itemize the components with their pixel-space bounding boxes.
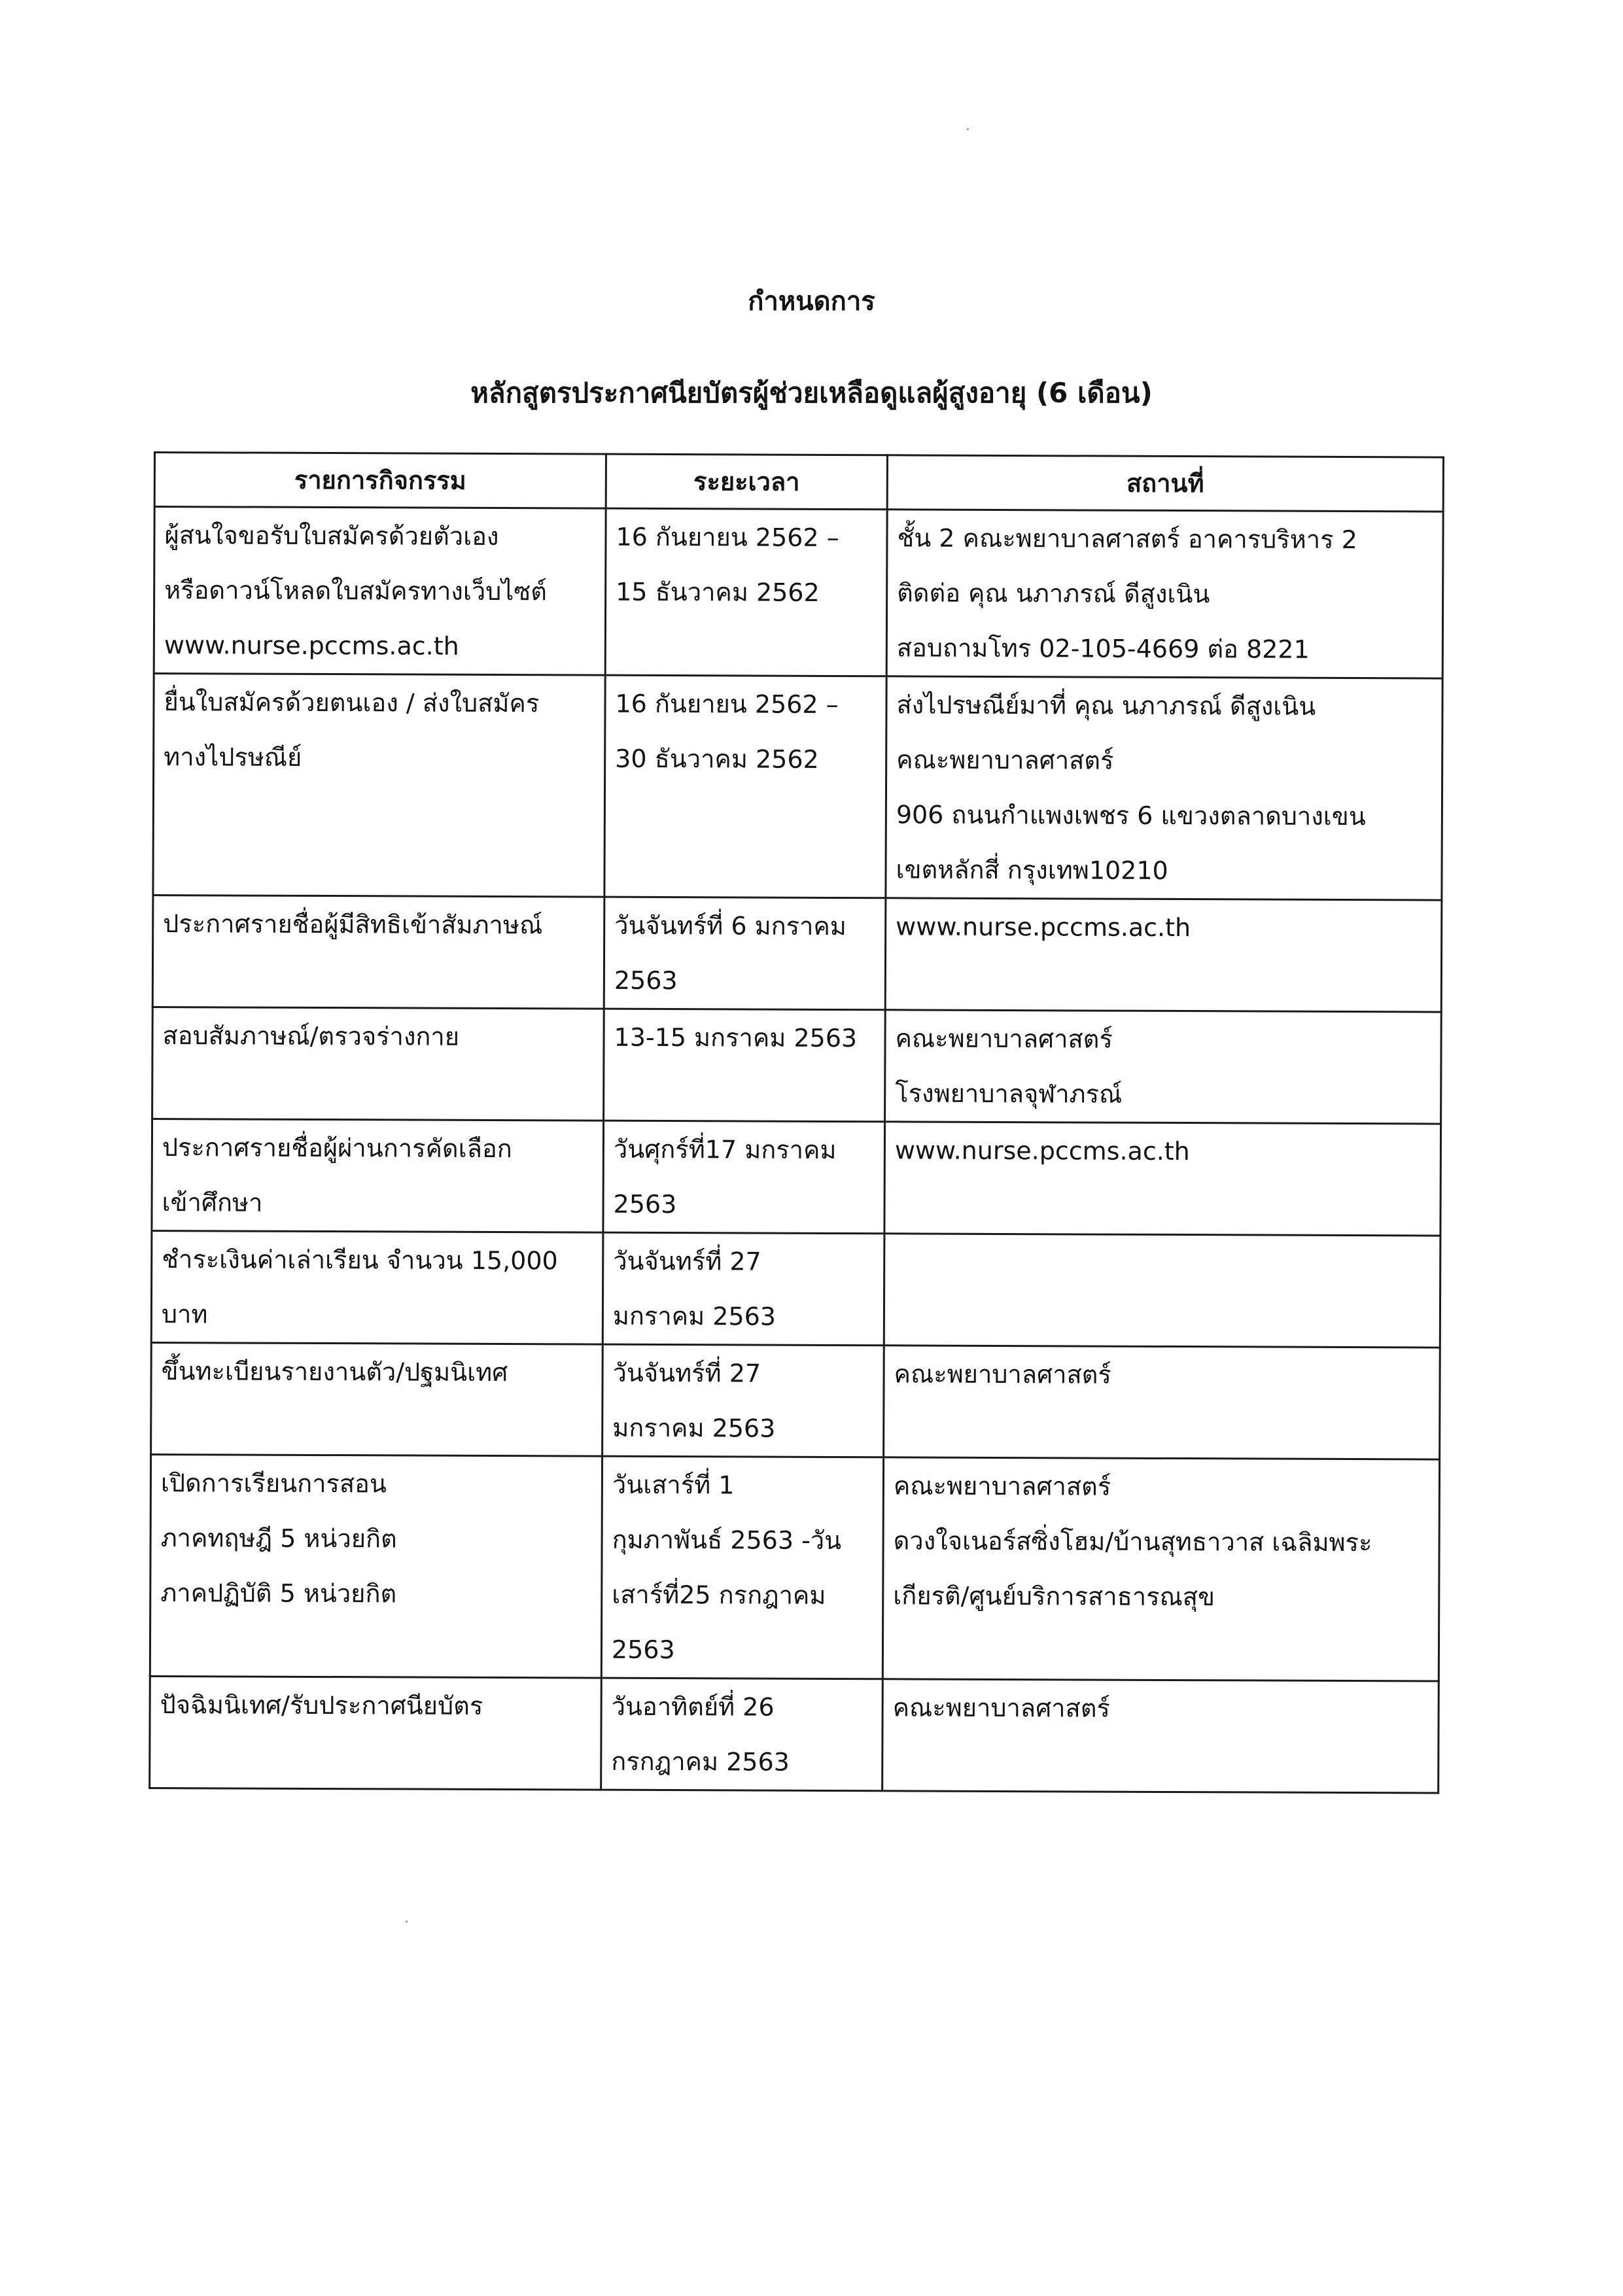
period-text-line: 30 ธันวาคม 2562: [615, 744, 819, 774]
activity-text-line: ขึ้นทะเบียนรายงานตัว/ปฐมนิเทศ: [161, 1357, 508, 1387]
activity-cell: [152, 1007, 604, 1121]
period-text-line: วันเสาร์ที่ 1: [612, 1470, 735, 1500]
period-text-line: 13-15 มกราคม 2563: [614, 1022, 858, 1053]
place-text-line: เขตหลักสี่ กรุงเทพ10210: [896, 855, 1168, 885]
period-cell: [603, 1121, 885, 1234]
place-text-line: คณะพยาบาลศาสตร์: [892, 1693, 1110, 1723]
activity-text-line: หรือดาวน์โหลดใบสมัครทางเว็บไซต์: [164, 576, 548, 606]
place-cell: [886, 676, 1442, 900]
table-row: [153, 674, 1442, 901]
place-text-line: เกียรติ/ศูนย์บริการสาธารณสุข: [893, 1581, 1215, 1612]
period-text-line: วันจันทร์ที่ 6 มกราคม: [614, 911, 846, 941]
activity-cell: [151, 1342, 603, 1456]
place-text-line: คณะพยาบาลศาสตร์: [893, 1471, 1111, 1501]
activity-text-line: ประกาศรายชื่อผู้ผ่านการคัดเลือก: [162, 1133, 512, 1164]
place-text-line: คณะพยาบาลศาสตร์: [894, 1359, 1111, 1389]
period-cell: [601, 1678, 883, 1791]
period-text-line: วันอาทิตย์ที่ 26: [611, 1692, 775, 1722]
activity-cell: [154, 507, 606, 676]
table-row: [152, 1007, 1442, 1124]
activity-text-line: ภาคทฤษฎี 5 หน่วยกิต: [160, 1523, 397, 1554]
activity-cell: [150, 1454, 602, 1678]
activity-cell: [150, 1676, 602, 1790]
period-text-line: 2563: [614, 965, 678, 996]
activity-cell: [152, 896, 604, 1009]
activity-cell: [153, 674, 605, 897]
place-text-line: ดวงใจเนอร์สซิ่งโฮม/บ้านสุทธาวาส เฉลิมพระ: [893, 1526, 1372, 1557]
period-cell: [604, 675, 886, 898]
place-text-line: ส่งไปรษณีย์มาที่ คุณ นภาภรณ์ ดีสูงเนิน: [896, 690, 1316, 721]
schedule-table: [148, 451, 1444, 1794]
schedule-body: [150, 507, 1444, 1794]
period-cell: [604, 897, 886, 1010]
activity-text-line: บาท: [161, 1300, 208, 1329]
period-text-line: มกราคม 2563: [612, 1413, 776, 1443]
place-text-line: สอบถามโทร 02-105-4669 ต่อ 8221: [896, 633, 1310, 664]
place-text-line: www.nurse.pccms.ac.th: [894, 1136, 1190, 1166]
place-cell: [884, 1346, 1440, 1459]
period-cell: [602, 1344, 884, 1457]
period-cell: [601, 1456, 883, 1679]
place-cell: [882, 1457, 1439, 1681]
table-row: [151, 1230, 1440, 1348]
place-cell: [885, 898, 1442, 1012]
place-text-line: ชั้น 2 คณะพยาบาลศาสตร์ อาคารบริหาร 2: [897, 523, 1357, 555]
period-text-line: 2563: [613, 1189, 677, 1219]
period-text-line: วันศุกร์ที่17 มกราคม: [613, 1134, 837, 1165]
activity-text-line: ภาคปฏิบัติ 5 หน่วยกิต: [160, 1578, 397, 1609]
table-header-row: [154, 453, 1443, 512]
place-cell: [885, 1010, 1442, 1124]
period-text-line: กรกฎาคม 2563: [611, 1747, 790, 1777]
table-row: [150, 1676, 1439, 1793]
place-text-line: คณะพยาบาลศาสตร์: [896, 745, 1114, 775]
period-text-line: 2563: [611, 1635, 675, 1665]
period-text-line: กุมภาพันธ์ 2563 -วัน: [612, 1525, 842, 1556]
place-text-line: คณะพยาบาลศาสตร์: [895, 1024, 1113, 1054]
table-row: [152, 1119, 1441, 1236]
period-text-line: 16 กันยายน 2562 –: [616, 522, 839, 553]
period-text-line: วันจันทร์ที่ 27: [613, 1246, 761, 1276]
header-place: สถานที่: [887, 455, 1443, 512]
place-cell: [886, 510, 1443, 678]
activity-text-line: ประกาศรายชื่อผู้มีสิทธิเข้าสัมภาษณ์: [163, 909, 543, 940]
activity-text-line: สอบสัมภาษณ์/ตรวจร่างกาย: [162, 1021, 460, 1051]
place-cell: [884, 1234, 1440, 1348]
period-cell: [602, 1232, 884, 1346]
place-text-line: 906 ถนนกำแพงเพชร 6 แขวงตลาดบางเขน: [896, 800, 1366, 831]
activity-cell: [152, 1119, 604, 1232]
period-cell: [604, 1009, 886, 1122]
table-row: [151, 1342, 1440, 1459]
place-text-line: โรงพยาบาลจุฬาภรณ์: [895, 1079, 1123, 1109]
place-cell: [884, 1122, 1441, 1236]
activity-text-line: ทางไปรษณีย์: [164, 742, 302, 772]
activity-text-line: เข้าศึกษา: [162, 1188, 263, 1217]
period-text-line: วันจันทร์ที่ 27: [612, 1358, 761, 1388]
scan-speck: [967, 128, 969, 130]
period-text-line: 16 กันยายน 2562 –: [615, 689, 839, 720]
activity-text-line: ผู้สนใจขอรับใบสมัครด้วยตัวเอง: [164, 521, 499, 551]
header-activity: รายการกิจกรรม: [154, 453, 606, 509]
place-text-line: www.nurse.pccms.ac.th: [896, 912, 1191, 943]
activity-cell: [151, 1230, 603, 1344]
document-title: กำหนดการ: [748, 287, 875, 317]
activity-text-line: เปิดการเรียนการสอน: [160, 1469, 387, 1499]
period-text-line: 15 ธันวาคม 2562: [616, 577, 820, 607]
header-period: ระยะเวลา: [606, 454, 887, 510]
period-text-line: มกราคม 2563: [612, 1301, 777, 1331]
scan-speck: [406, 1921, 408, 1922]
table-row: [150, 1454, 1439, 1681]
activity-text-line: ชำระเงินค่าเล่าเรียน จำนวน 15,000: [162, 1245, 558, 1276]
activity-text-line: ปัจฉิมนิเทศ/รับประกาศนียบัตร: [160, 1690, 483, 1720]
period-cell: [605, 508, 887, 676]
period-text-line: เสาร์ที่25 กรกฎาคม: [612, 1580, 826, 1610]
activity-text-line: ยื่นใบสมัครด้วยตนเอง / ส่งใบสมัคร: [164, 687, 540, 718]
activity-text-line: www.nurse.pccms.ac.th: [164, 631, 459, 661]
document-subtitle: หลักสูตรประกาศนียบัตรผู้ช่วยเหลือดูแลผู้สูงอายุ (6 เดือน): [470, 377, 1153, 409]
table-row: [154, 507, 1443, 679]
place-text-line: ติดต่อ คุณ นภาภรณ์ ดีสูงเนิน: [897, 578, 1210, 609]
table-row: [152, 896, 1442, 1013]
place-cell: [882, 1679, 1439, 1793]
